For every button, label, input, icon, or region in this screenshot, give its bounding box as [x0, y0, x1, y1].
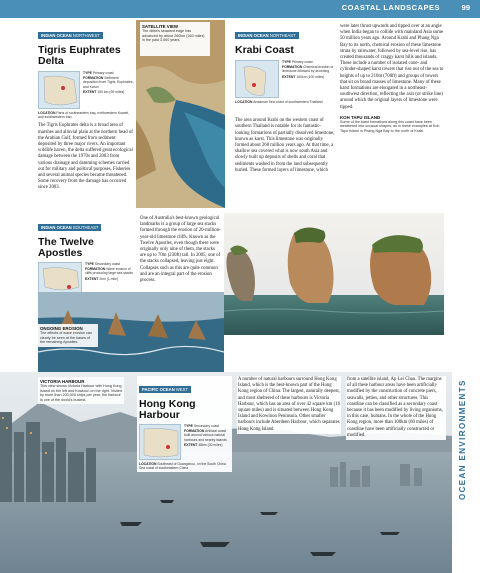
page-number: 99: [461, 3, 470, 12]
fact-formation-label: FORMATION: [282, 65, 303, 70]
karst-photo-graphic: [224, 213, 444, 335]
fact-extent: 160km (100 miles): [296, 74, 325, 79]
region-tag: [139, 386, 191, 393]
fact-type-label: TYPE: [83, 71, 92, 75]
erosion-title: ONGOING EROSION: [40, 326, 83, 331]
section-title-apostles: The Twelve Apostles: [38, 236, 94, 259]
region-tag-main: INDIAN OCEAN: [238, 33, 269, 38]
koh-tapu-text: Some of the karst formations along this coast have been weathered into unusual shapes, as in these examples at Koh Tapu Island in Phang Nga Bay to the north of Krabi.: [340, 119, 440, 134]
fact-type-label: TYPE: [85, 262, 94, 266]
krabi-body-2: were later thrust upwards and tipped over at an angle when India began to collide with mainland Asia some 50 million years ago. Around Krabi and Phang Nga Bay to its north, chemical erosion of these limestone strata by rainwater, followed by sea-level rise, has created thousands of craggy karst hills and islands. These include a number of isolated cone- and cylinder-shaped karst towers that rise out of the sea to heights of up to 210m (700ft) and groups of towers that sit on broad masses of limestone. Many of these karst formations are elongated in a northeast-southwest direction, reflecting the axis (or strike line) around which the original layers of limestone were tipped.: [340, 24, 444, 110]
region-tag-main: INDIAN OCEAN: [41, 225, 72, 230]
satellite-caption: [140, 22, 210, 56]
region-tag: [235, 32, 299, 39]
fact-formation-label: FORMATION: [184, 429, 205, 434]
sidebar-label: OCEAN ENVIRONMENTS: [458, 379, 467, 500]
region-tag-sub: SOUTHEAST: [72, 225, 99, 230]
fact-formation: Artificial coast built around various natural harbours and nearby islands: [184, 429, 227, 442]
victoria-text: This view shows Victoria Harbour with Hong Kong Island on the left and Kowloon on the right. Visited by more than 200,000 ships per year, the harbour is one of the world's busiest.: [40, 384, 122, 402]
section-title-tigris: Tigris Euphrates Delta: [38, 44, 121, 67]
fact-type: Secondary coast: [94, 262, 121, 266]
fact-box: [38, 262, 134, 294]
erosion-caption: [38, 324, 98, 347]
satellite-caption-text: The delta's seaward edge has advanced by about 260km (160 miles) in the past 3,000 years.: [142, 29, 205, 43]
fact-extent: 48km (30 miles): [198, 442, 223, 447]
hongkong-body: A number of natural harbours surround Hong Kong Island, which is the best-known part of the Hong Kong region of China. The largest, naturally deepest, and most sheltered of these harbours is Victoria Harbour, which has an area of over 42 square km (16 square miles) and is situated between Hong Kong Island and Kowloon Peninsula. Other smaller harbours include Aberdeen Harbour, which separates Hong Kong Island: [237, 376, 341, 434]
koh-tapu-title: KOH TAPU ISLAND: [340, 114, 381, 120]
krabi-section: [235, 24, 335, 174]
fact-location: Southeast of Guangzhou, on the South China Sea coast of southeastern China: [139, 462, 226, 471]
fact-formation-label: FORMATION: [83, 76, 104, 81]
fact-location-label: LOCATION: [235, 100, 253, 104]
tigris-body: The Tigris Euphrates delta is a broad area of marshes and alluvial plain at the northern head of the Arabian Gulf, formed from sediment deposited by three major rivers. An important wildlife haven, the delta suffered great ecological damage between the 1970s and 2003 from various drainage and damming schemes carried out for military and political purposes. Fisheries and several animal species became threatened. Some recovery from the damage has occurred since 2003.: [38, 123, 133, 191]
region-tag-sub: WEST: [175, 387, 189, 392]
fact-list: [83, 71, 134, 109]
fact-formation: Chemical erosion of limestone followed by drowning: [282, 65, 334, 74]
hongkong-section: [137, 376, 232, 472]
fact-location: Andaman Sea coast of southwestern Thailand: [253, 100, 323, 104]
fact-location-label: LOCATION: [139, 462, 157, 466]
fact-type-label: TYPE: [184, 424, 193, 428]
victoria-caption: [38, 377, 124, 404]
section-title: COASTAL LANDSCAPES: [341, 3, 440, 12]
locator-map-graphic: [39, 72, 81, 110]
locator-map: [235, 60, 279, 98]
fact-type-label: TYPE: [282, 60, 291, 64]
locator-map-graphic: [39, 263, 83, 295]
fact-extent-label: EXTENT: [85, 276, 99, 281]
fact-extent-label: EXTENT: [83, 89, 97, 94]
fact-extent-label: EXTENT: [282, 74, 296, 79]
section-title-krabi: Krabi Coast: [235, 44, 294, 56]
locator-map-graphic: [236, 61, 280, 99]
locator-map: [139, 424, 181, 460]
locator-map-graphic: [140, 425, 182, 461]
region-tag: [38, 224, 101, 231]
locator-map: [38, 262, 82, 294]
koh-tapu-caption: [340, 115, 444, 134]
fact-type: Primary coast: [92, 71, 114, 75]
fact-box: [38, 71, 134, 109]
apostles-body: One of Australia's best-known geological landmarks is a group of large sea stacks formed through the erosion of 20-million-year-old limestone cliffs. Known as the Twelve Apostles, even though there were originally only nine of them, the stacks are up to 70m (230ft) tall. In 2005, one of the stacks collapsed, leaving just eight. Collapses such as this are quite common and are an integral part of the erosion process.: [140, 216, 221, 284]
victoria-title: VICTORIA HARBOUR: [40, 379, 85, 384]
hongkong-body-2: from a satellite island, Ap Lei Chau. The margins of all these harbour areas have been artificially modified by the construction of concrete piers, seawalls, jetties, and other structures. This coastline can be classified as a secondary coast because it has been modified by living organisms, in this case, humans. In the whole of the Hong Kong region, more than 100km (60 miles) of coastline have been artificially constructed or modified.: [346, 376, 446, 440]
erosion-text: The effects of wave erosion can clearly be seen at the bases of the remaining Apostles.: [40, 331, 92, 345]
region-tag: [38, 32, 103, 39]
region-tag-main: INDIAN OCEAN: [41, 33, 72, 38]
fact-location-label: LOCATION: [38, 111, 56, 115]
fact-list: [85, 262, 134, 294]
fact-formation-label: FORMATION: [85, 267, 106, 272]
fact-extent: 150 km (90 miles): [97, 89, 125, 94]
satellite-caption-title: SATELLITE VIEW: [142, 24, 179, 29]
fact-list: [184, 424, 230, 460]
fact-box: [139, 424, 230, 460]
tigris-section: [38, 24, 134, 192]
karst-photo: [224, 213, 444, 335]
fact-list: [282, 60, 335, 98]
fact-box: [235, 60, 335, 98]
region-tag-sub: NORTHWEST: [72, 33, 100, 38]
fact-formation: Wave erosion of cliffs producing large sea stacks: [85, 267, 133, 276]
krabi-body: The area around Krabi on the western coast of southern Thailand is notable for its fantastic-looking formations of partially dissolved limestone, known as karst. This limestone was originally formed about 260 million years ago. At that time, a shallow sea covered what is now south Asia and slowly built up deposits of shells and coral that sediments washed in from the land subsequently buried. These formed layers of limestone, which: [235, 118, 335, 173]
fact-extent-label: EXTENT: [184, 442, 198, 447]
krabi-body-continued: [340, 24, 444, 134]
fact-type: Secondary coast: [193, 424, 220, 428]
section-title-hongkong: Hong Kong Harbour: [139, 398, 196, 421]
locator-map: [38, 71, 80, 109]
fact-formation: Sediment deposition from Tigris, Euphrates, and Karun: [83, 76, 134, 89]
region-tag-main: PACIFIC OCEAN: [142, 387, 175, 392]
fact-location: Parts of southeastern Iraq, northwestern Kuwait, and southwestern Iran: [38, 111, 129, 120]
fact-type: Primary coast: [291, 60, 313, 64]
fact-extent: 2km (1 mile): [99, 276, 118, 281]
region-tag-sub: NORTHEAST: [269, 33, 296, 38]
